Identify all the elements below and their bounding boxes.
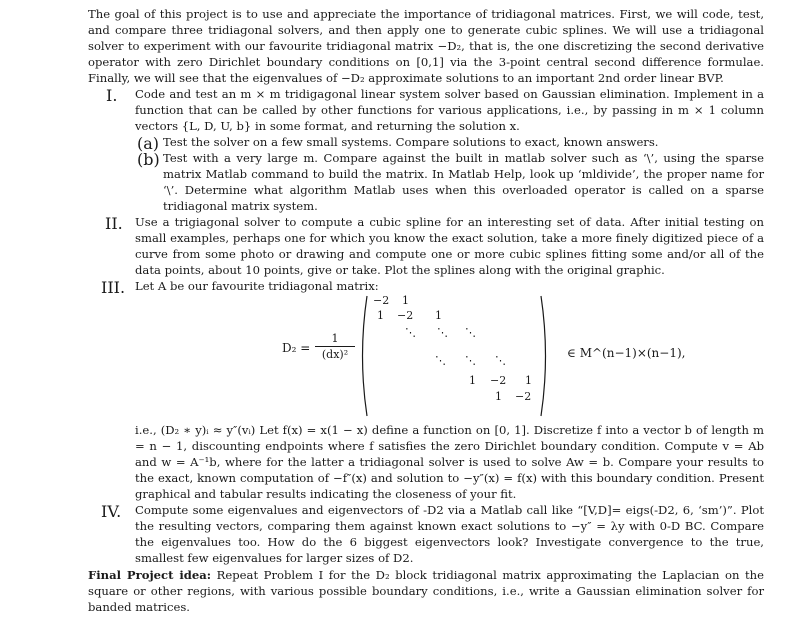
problem-ii-text: Use a trigiagonal solver to compute a cubic spline for an interesting set of data. After initial testing on small examples, perhaps one for which you know the exact solution, take a more finely digitized piece of a curve from some photo or drawing and compute one or more cubic splines fitting some and/or all of the data points, about 10 points, give or take. Plot the splines along with the original graphic. [135,215,764,277]
problem-i-text: Code and test an m × m tridigagonal linear system solver based on Gaussian elimination. Implement in a function that can be called by other functions for various applications, i.e., by passing in m × 1 column vectors {L, D, U, b} in some format, and returning the solution x. [135,87,764,133]
problem-i-b [135,150,764,214]
matrix-dots: ⋱ [435,354,447,367]
problem-ii-number: II. [105,214,123,233]
matrix-membership: ∈ M^(n−1)×(n−1), [567,346,686,360]
matrix-cell: 1 [469,374,476,387]
problem-i-a [135,134,764,153]
matrix-cell: −2 [373,294,390,307]
problem-i [88,86,764,214]
problem-i-b-number: (b) [137,150,160,169]
tridiagonal-matrix [135,294,764,422]
problem-i-number: I. [106,86,118,105]
matrix-dots: ⋱ [405,326,417,339]
intro-paragraph: The goal of this project is to use and appreciate the importance of tridiagonal matrices. First, we will code, test, and compare three tridiagonal solvers, and then apply one to generate cubic splines. We will use a tridiagonal solver to experiment with our favourite tridiagonal matrix −D₂, that is, the one discretizing the second derivative operator with zero Dirichlet boundary conditions on [0,1] via the 3-point central second difference formulae. Finally, we will see that the eigenvalues of −D₂ approximate solutions to an important 2nd order linear BVP. [88,7,764,85]
matrix-cell: 1 [525,374,532,387]
left-paren-icon [357,294,369,418]
matrix-cell: 1 [435,309,442,322]
final-project-text: Repeat Problem I for the D₂ block tridiagonal matrix approximating the Laplacian on the square or other regions, with various possible boundary conditions, i.e., write a Gaussian elimination solver for banded matrices. [88,568,765,614]
matrix-cell: 1 [402,294,409,307]
matrix-cell: 1 [377,309,384,322]
problem-iii-text: Let A be our favourite tridiagonal matrix: [135,279,379,293]
matrix-dots: ⋱ [465,326,477,339]
fraction-denominator: (dx)² [321,348,349,361]
problem-iv [88,502,764,566]
matrix-fraction [315,332,355,361]
problem-iii-number: III. [101,278,126,297]
right-paren-icon [539,294,551,418]
problem-iv-text: Compute some eigenvalues and eigenvectors of -D2 via a Matlab call like “[V,D]= eigs(-D2, 6, ‘sm’)”. Plot the resulting vectors, comparing them against known exact solutions to −y″ = λy with 0-D BC. Compare the eigenvalues too. How do the 6 biggest eigenvectors look? Investigate convergence to the true, smallest few eigenvalues for larger sizes of D2. [135,503,764,565]
matrix-lhs: D₂ = [282,341,311,355]
problem-i-b-text: Test with a very large m. Compare against the built in matlab solver such as ‘\’, using the sparse matrix Matlab command to build the matrix. In Matlab Help, look up ‘mldivide’, the proper name for ‘\’. Determine what algorithm Matlab uses when this overloaded operator is called on a sparse tridiagonal matrix system. [163,151,764,213]
document-page [88,6,764,615]
problem-iii-continued: i.e., (D₂ ∗ y)ᵢ ≈ y″(vᵢ) Let f(x) = x(1 − x) define a function on [0, 1]. Discretize f into a vector b of length m = n − 1, discounting endpoints where f satisfies the zero Dirichlet boundary condition. Compute v = Ab and w = A⁻¹b, where for the latter a tridiagonal solver is used to solve Aw = b. Compare your results to the exact, known computation of −f″(x) and solution to −y″(x) = f(x) with this boundary condition. Present graphical and tabular results indicating the closeness of your fit. [135,423,764,501]
fraction-numerator: 1 [315,332,355,347]
problem-i-a-number: (a) [137,134,160,153]
matrix-cell: 1 [495,390,502,403]
problem-iii [88,278,764,502]
matrix-dots: ⋱ [495,354,507,367]
problem-iv-number: IV. [101,502,122,521]
matrix-cell: −2 [397,309,414,322]
matrix-cell: −2 [490,374,507,387]
final-project-idea [88,567,764,615]
problem-i-a-text: Test the solver on a few small systems. Compare solutions to exact, known answers. [163,135,659,149]
problem-ii [88,214,764,278]
matrix-dots: ⋱ [437,326,449,339]
final-project-label: Final Project idea: [88,568,212,582]
matrix-dots: ⋱ [465,354,477,367]
matrix-cell: −2 [515,390,532,403]
